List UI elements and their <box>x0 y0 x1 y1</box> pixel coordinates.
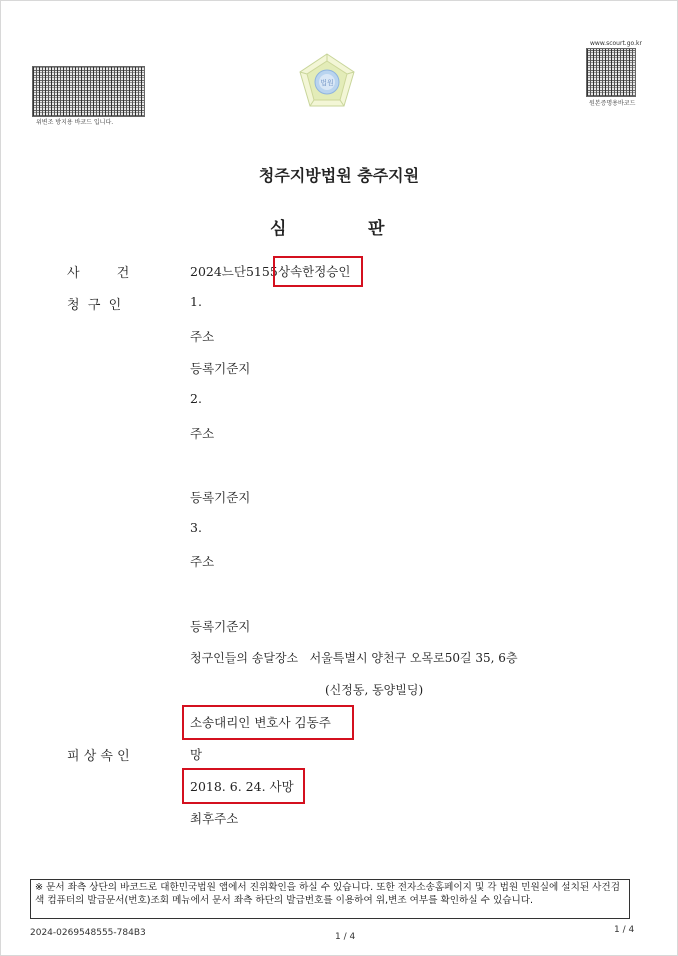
claimant-2-number: 2. <box>190 391 202 406</box>
claimant-3-address-label: 주소 <box>190 554 215 569</box>
last-address-label: 최후주소 <box>190 811 239 826</box>
death-date: 2018. 6. 24. 사망 <box>190 779 294 794</box>
claimant-1-registry-label: 등록기준지 <box>190 361 251 376</box>
case-number: 2024느단5155 <box>190 264 278 279</box>
case-label-text: 사 건 <box>67 266 130 281</box>
page-number-right: 1 / 4 <box>614 925 635 935</box>
claimant-2-address-label: 주소 <box>190 426 215 441</box>
right-barcode-caption: 원본증명용바코드 <box>589 100 636 107</box>
case-name: 상속한정승인 <box>278 264 351 279</box>
claimant-2-registry-label: 등록기준지 <box>190 490 251 505</box>
service-address-detail: (신정동, 동양빌딩) <box>325 683 424 697</box>
claimant-1-address-label: 주소 <box>190 329 215 344</box>
decedent-label: 피 상 속 인 <box>67 749 130 764</box>
page-number-center: 1 / 4 <box>335 932 356 942</box>
case-label <box>67 262 129 281</box>
right-barcode-url: www.scourt.go.kr <box>590 40 642 47</box>
case-name-highlight <box>273 256 363 287</box>
claimant-3-number: 3. <box>190 520 202 535</box>
emblem-text: 법원 <box>320 79 334 87</box>
court-emblem-icon <box>296 52 358 110</box>
attorney: 소송대리인 변호사 김동주 <box>190 715 331 730</box>
attorney-highlight <box>182 705 354 740</box>
court-name: 청주지방법원 충주지원 <box>258 166 420 185</box>
claimant-3-registry-label: 등록기준지 <box>190 619 251 634</box>
left-barcode <box>32 66 145 117</box>
issue-number: 2024-0269548555-784B3 <box>30 928 146 938</box>
service-address: 청구인들의 송달장소 서울특별시 양천구 오목로50길 35, 6층 <box>190 651 518 665</box>
claimants-label: 청 구 인 <box>67 298 122 313</box>
right-barcode <box>586 48 636 97</box>
left-barcode-caption: 위변조 방지용 바코드 입니다. <box>36 119 114 126</box>
death-date-highlight <box>182 768 305 804</box>
document-title-char-1: 심 <box>270 219 287 239</box>
document-title-char-2: 판 <box>368 219 385 239</box>
decedent-status: 망 <box>190 747 203 762</box>
authenticity-notice: ※ 문서 좌측 상단의 바코드로 대한민국법원 앱에서 진위확인을 하실 수 있습니다. 또한 전자소송홈페이지 및 각 법원 민원실에 설치된 사건검색 컴퓨터의 발급문서(번호)조회 메뉴에서 문서 좌측 하단의 발급번호를 이용하여 위,변조 여부를 확인하실 수 있습니다. <box>30 879 630 919</box>
claimant-1-number: 1. <box>190 294 202 309</box>
